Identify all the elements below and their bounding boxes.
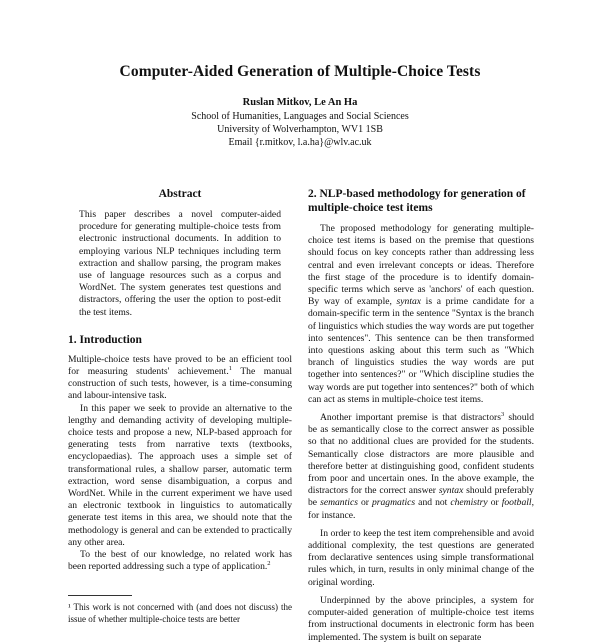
s2-p1-term: syntax [396, 296, 422, 308]
section-introduction-heading: 1. Introduction [68, 333, 142, 346]
s2-p2-text-e: , for instance. [308, 497, 534, 521]
intro-paragraph-3 [68, 549, 292, 573]
section2-paragraph-2 [308, 412, 534, 522]
footnote-mark-2: 2 [267, 560, 271, 568]
intro-p3-text: To the best of our knowledge, no related work has been reported addressing such a type of application. [68, 549, 292, 573]
affiliation-school: School of Humanities, Languages and Social Sciences [191, 111, 409, 122]
footnote-1: ¹ This work is not concerned with (and does not discuss) the issue of whether multiple-choice tests are better [68, 602, 292, 624]
abstract-body [68, 209, 292, 319]
intro-paragraph-1 [68, 354, 292, 403]
s2-p2-term: syntax [438, 485, 464, 497]
s2-p2-text-b: should be as semantically close to the correct answer as possible so that no additional clues are provided for the students. Semantically close distractors are more plausible and therefore better at distinguishing good, confident students from poor and uncertain ones. In the above example, the distractors for the correct answer [308, 412, 534, 497]
footnote-divider [68, 595, 132, 596]
section2-paragraph-3: In order to keep the test item comprehensible and avoid additional complexity, the test questions are generated from declarative sentences using simple transformational rules which, in turn, results in only minimal change of the original wording. [308, 527, 534, 588]
s2-p2-text-c: should preferably be [308, 485, 534, 509]
affiliation-email: Email {r.mitkov, l.a.ha}@wlv.ac.uk [228, 137, 372, 148]
right-column [308, 187, 534, 644]
s2-p2-alt-chemistry: chemistry [450, 497, 488, 509]
s2-p1-text-a: The proposed methodology for generating multiple-choice test items is based on the premise that questions should focus on key concepts rather than addressing less central and even irrelevant concepts or ideas. Therefore the first stage of the procedure is to identify domain-specific terms which serve as 'anchors' of each question. By way of example, [308, 223, 534, 308]
s2-p2-or: or [357, 497, 372, 509]
s2-p2-text-a: Another important premise is that distractors [320, 412, 501, 424]
section-2-heading: 2. NLP-based methodology for generation of multiple-choice test items [308, 188, 526, 214]
s2-p1-text-b: is a prime candidate for a domain-specific term in the sentence "Syntax is the branch of linguistics which studies the way words are put together into sentences". This sentence can be then transformed into questions asking about this term such as "Which branch of linguistics studies the way words are put together into sentences?" or "Which discipline studies the way words are put together into sentences?" both of which can act as stems in multiple-choice test items. [308, 296, 534, 405]
abstract-text: This paper describes a novel computer-aided procedure for generating multiple-choice tests from electronic instructional documents. In addition to employing various NLP techniques including term extraction and shallow parsing, the program makes use of language resources such as a corpus and WordNet. The system generates test questions and distractors, offering the user the option to post-edit the test items. [79, 209, 281, 318]
s2-p2-alt-pragmatics: pragmatics [371, 497, 416, 509]
footnote-mark-1: 1 [228, 364, 232, 372]
s2-p2-text-d: and not [415, 497, 451, 509]
intro-p1-text-a: Multiple-choice tests have proved to be an efficient tool for measuring students' achievement. [68, 353, 292, 378]
footnote-mark-3: 3 [500, 410, 505, 418]
intro-p1-text-b: The manual construction of such tests, however, is a time-consuming and labour-intensive task. [68, 366, 292, 402]
s2-p2-or-2: or [487, 497, 502, 509]
paper-authors: Ruslan Mitkov, Le An Ha [242, 97, 358, 108]
paper-title: Computer-Aided Generation of Multiple-Choice Tests [119, 63, 481, 80]
section2-paragraph-1 [308, 223, 534, 406]
intro-paragraph-2: In this paper we seek to provide an alternative to the lengthy and demanding activity of developing multiple-choice tests and propose a new, NLP-based approach for generating tests from narrative texts (textbooks, encyclopaedias). The approach uses a simple set of transformational rules, a shallow parser, automatic term extraction, word sense disambiguation, a corpus and WordNet. While in the current experiment we have used an electronic textbook in linguistics to automatically generate test items in this area, we should note that the methodology is general and can be extended to practically any other area. [68, 402, 292, 548]
s2-p2-alt-football: football [501, 497, 532, 509]
left-column [68, 187, 292, 625]
section2-paragraph-4: Underpinned by the above principles, a system for computer-aided generation of multiple-choice test items from instructional documents in electronic form has been implemented. The system is built on separate [308, 594, 534, 643]
affiliation-block [0, 110, 600, 149]
s2-p2-alt-semantics: semantics [320, 497, 358, 509]
abstract-heading: Abstract [158, 188, 202, 200]
affiliation-university: University of Wolverhampton, WV1 1SB [217, 124, 383, 135]
